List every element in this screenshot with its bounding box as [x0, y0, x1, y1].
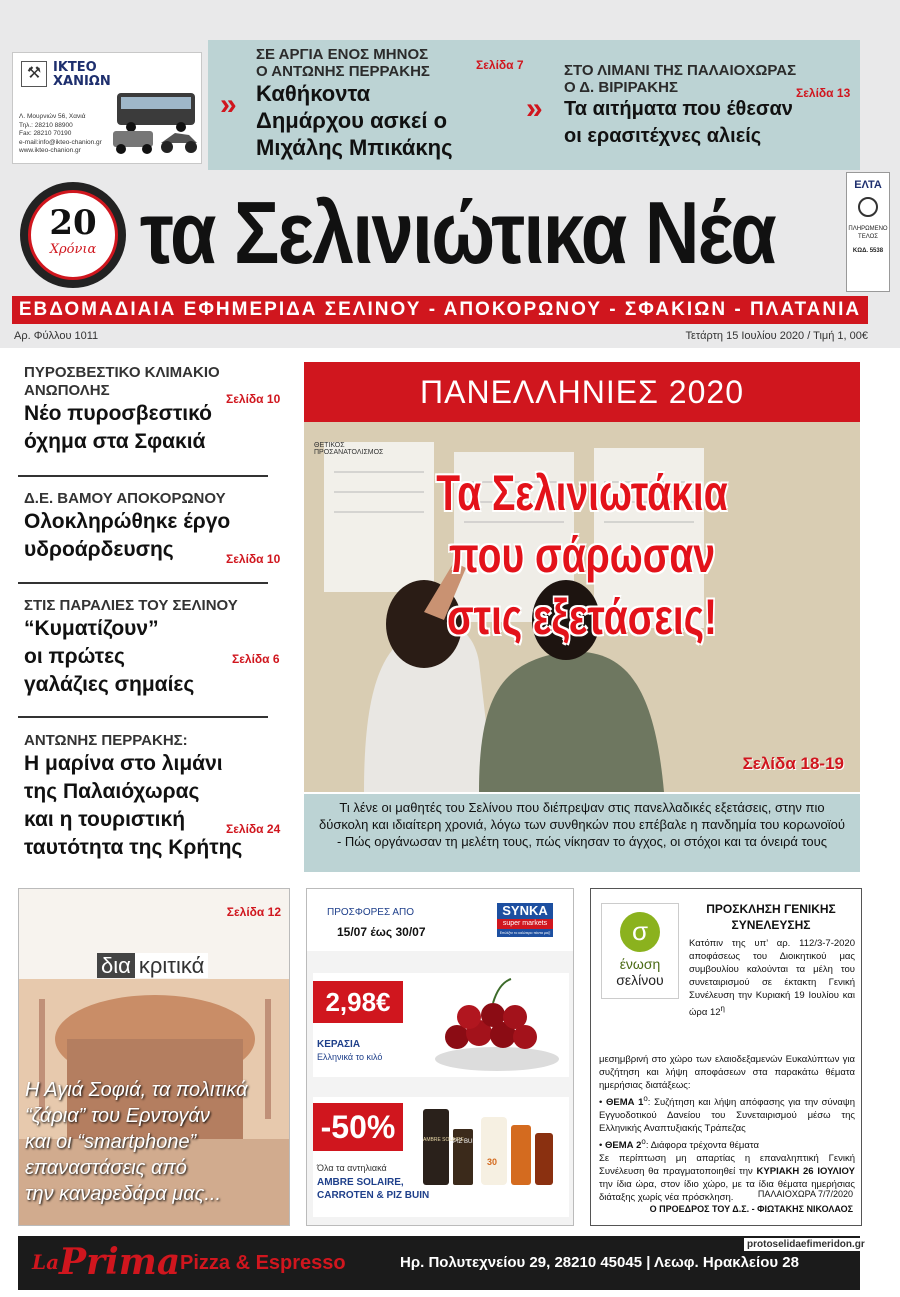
notice-item-1-sup: ο	[643, 1094, 648, 1103]
notice-item-1-label: ΘΕΜΑ 1	[605, 1097, 644, 1109]
left-story-4[interactable]	[24, 732, 274, 862]
diakritika-logo-a: δια	[97, 953, 135, 978]
anniversary-label: Χρόνια	[49, 242, 97, 257]
synka-brand-sub: super markets	[497, 919, 553, 929]
la-prima-address: Ηρ. Πολυτεχνείου 29, 28210 45045 | Λεωφ. Ηρακλείου 28	[400, 1254, 799, 1271]
left-divider-3	[18, 716, 268, 718]
left-story-4-head-line4: ταυτότητα της Κρήτης	[24, 836, 243, 859]
notice-item-1-text: : Συζήτηση και λήψη απόφασης για την σύναψη Εγγυοδοτικού Δανείου του Συνεταιρισμού μέσω της Ελληνικής Αναπτυξιακής Τράπεζας	[599, 1097, 855, 1135]
teaser-2-page: Σελίδα 13	[796, 86, 851, 100]
hero-band: ΠΑΝΕΛΛΗΝΙΕΣ 2020	[304, 362, 860, 422]
diakritika-text	[25, 1077, 287, 1207]
left-story-3-head-line1: “Κυματίζουν”	[24, 617, 159, 640]
subtitle-bar: ΕΒΔΟΜΑΔΙΑΙΑ ΕΦΗΜΕΡΙΔΑ ΣΕΛΙΝΟΥ - ΑΠΟΚΟΡΩΝΟΥ - ΣΦΑΚΙΩΝ - ΠΛΑΤΑΝΙΑ	[12, 296, 868, 324]
teaser-1-chevron-icon: »	[220, 88, 237, 121]
ikteo-email[interactable]: e-mail:info@ikteo-chanion.gr	[19, 138, 102, 146]
top-teasers	[208, 40, 860, 170]
left-divider-1	[18, 475, 268, 477]
notice-place-date: ΠΑΛΑΙΟΧΩΡΑ 7/7/2020	[757, 1189, 853, 1199]
teaser-2-kicker-line2: Ο Δ. ΒΙΡΙΡΑΚΗΣ	[564, 79, 678, 96]
left-story-1[interactable]	[24, 364, 274, 456]
hero-title-line2: που σάρωσαν	[448, 527, 716, 583]
notice-title-line1: ΠΡΟΣΚΛΗΣΗ ΓΕΝΙΚΗΣ	[706, 902, 836, 916]
watermark: protoselidaefimeridon.gr	[744, 1238, 868, 1251]
teaser-1[interactable]	[256, 46, 453, 161]
synka-logo	[497, 903, 553, 937]
left-story-4-head-line2: της Παλαιόχωρας	[24, 780, 200, 803]
hero-sign-line1: ΘΕΤΙΚΟΣ	[314, 442, 345, 449]
cherries-illustration	[427, 977, 567, 1073]
synka-offers-dates: 15/07 έως 30/07	[337, 925, 426, 939]
elta-logo-icon	[858, 197, 878, 217]
synka-product-desc: Ελληνικά το κιλό	[317, 1052, 383, 1062]
notice-signature: Ο ΠΡΟΕΔΡΟΣ ΤΟΥ Δ.Σ. - ΦΙΩΤΑΚΗΣ ΝΙΚΟΛΑΟΣ	[649, 1204, 853, 1214]
diakritika-box[interactable]	[18, 888, 290, 1226]
hero-title-line1: Τα Σελινιωτάκια	[436, 465, 728, 521]
notice-body-sup: η	[720, 1004, 725, 1013]
left-story-4-head-line3: και η τουριστική	[24, 808, 186, 831]
teaser-1-kicker-line1: ΣΕ ΑΡΓΙΑ ΕΝΟΣ ΜΗΝΟΣ	[256, 46, 429, 63]
hero-title-line3: στις εξετάσεις!	[446, 589, 718, 645]
left-story-3-head-line2: οι πρώτες	[24, 645, 125, 668]
bottle-label-2: PIZ BUIN	[453, 1139, 479, 1145]
hero-sign-line2: ΠΡΟΣΑΝΑΤΟΛΙΣΜΟΣ	[314, 449, 384, 456]
synka-ad[interactable]	[306, 888, 574, 1226]
ikteo-logo-icon: ⚒	[21, 61, 47, 87]
suncare-bottles-illustration	[417, 1099, 567, 1199]
notice-body-3-bold: ΚΥΡΙΑΚΗ 26 ΙΟΥΛΙΟΥ	[756, 1166, 855, 1178]
enosi-logo-line1: ένωση	[619, 956, 661, 972]
la-prima-service: Pizza & Espresso	[180, 1252, 346, 1274]
ikteo-tel: Τηλ.: 28210 88900	[19, 121, 73, 129]
teaser-2-headline-line1: Τα αιτήματα που έθεσαν	[564, 98, 793, 120]
teaser-2-chevron-icon: »	[526, 92, 543, 125]
notice-title	[687, 901, 855, 933]
teaser-2[interactable]	[564, 62, 796, 150]
teaser-1-page: Σελίδα 7	[476, 58, 524, 72]
left-story-2-head-line2: υδροάρδευσης	[24, 538, 174, 561]
ikteo-contact	[19, 113, 119, 156]
hero-caption: Τι λένε οι μαθητές του Σελίνου που διέπρεψαν στις πανελλαδικές εξετάσεις, στην πιο δύσκολη και ιδιαίτερη χρονιά, λόγω των συνθηκών που επέβαλε η πανδημία του κορωνοϊού - Πώς οργάνωσαν τη μελέτη τους, πώς νίκησαν το άγχος, οι στόχοι και τα όνειρά τους	[304, 794, 860, 872]
general-assembly-notice[interactable]	[590, 888, 862, 1226]
diakritika-line3: και οι “smartphone”	[25, 1131, 197, 1153]
left-story-4-page: Σελίδα 24	[226, 822, 281, 836]
postage-stamp	[846, 172, 890, 292]
date-price: Τετάρτη 15 Ιουλίου 2020 / Τιμή 1, 00€	[685, 330, 868, 342]
elta-paid-label: ΠΛΗΡΩΜΕΝΟ ΤΕΛΟΣ	[848, 226, 888, 240]
enosi-logo-line2: σελίνου	[616, 972, 664, 988]
hero-story[interactable]	[304, 362, 860, 792]
synka-brand: SYNKA	[502, 903, 548, 918]
hero-page: Σελίδα 18-19	[742, 754, 844, 773]
teaser-1-kicker-line2: Ο ΑΝΤΩΝΗΣ ΠΕΡΡΑΚΗΣ	[256, 63, 430, 80]
anniversary-number: 20	[49, 203, 97, 243]
diakritika-page: Σελίδα 12	[226, 905, 281, 919]
left-story-4-kicker: ΑΝΤΩΝΗΣ ΠΕΡΡΑΚΗΣ:	[24, 732, 188, 749]
left-story-3-page: Σελίδα 6	[232, 652, 280, 666]
ikteo-web[interactable]: www.ikteo-chanion.gr	[19, 147, 81, 154]
elta-code: ΚΩΔ. 5538	[852, 248, 884, 254]
notice-intro	[689, 937, 855, 1019]
left-story-4-head-line1: Η μαρίνα στο λιμάνι	[24, 752, 223, 775]
la-prima-logo-b: Prima	[59, 1241, 181, 1283]
ikteo-name-line1: ΙΚΤΕΟ	[53, 60, 97, 75]
left-story-3-head-line3: γαλάζιες σημαίες	[24, 673, 195, 696]
ikteo-ad[interactable]	[12, 52, 202, 164]
notice-item-2-text: : Διάφορα τρέχοντα θέματα	[645, 1140, 759, 1152]
left-story-1-head-line2: όχημα στα Σφακιά	[24, 430, 206, 453]
teaser-1-headline-line2: Δημάρχου ασκεί ο	[256, 108, 448, 133]
synka-discount-brands-line1: AMBRE SOLAIRE,	[317, 1177, 404, 1188]
teaser-2-kicker-line1: ΣΤΟ ΛΙΜΑΝΙ ΤΗΣ ΠΑΛΑΙΟΧΩΡΑΣ	[564, 62, 797, 79]
la-prima-ad[interactable]	[18, 1236, 860, 1290]
left-story-1-kicker-line1: ΠΥΡΟΣΒΕΣΤΙΚΟ ΚΛΙΜΑΚΙΟ	[24, 364, 220, 381]
diakritika-line5: την κανapεδάρα μας...	[25, 1183, 222, 1205]
elta-brand: ΕΛΤΑ	[854, 179, 882, 191]
synka-price: 2,98€	[313, 981, 403, 1023]
notice-body-1: Κατόπιν της υπ’ αρ. 112/3-7-2020 αποφάσεως του Διοικητικού μας συμβουλίου καλούνται τα μέλη του συνεταιρισμού σε έκτακτη Γενική Συνέλευση την Κυριακή 19 Ιουλίου και ώρα 12	[689, 938, 855, 1019]
notice-item-2-label: ΘΕΜΑ 2	[604, 1140, 642, 1152]
teaser-1-headline-line3: Μιχάλης Μπικάκης	[256, 135, 453, 160]
diakritika-line4: επαναστάσεις από	[25, 1157, 187, 1179]
diakritika-logo	[97, 951, 208, 981]
anniversary-badge	[20, 182, 126, 288]
la-prima-logo	[32, 1238, 180, 1286]
hero-sign	[314, 442, 383, 456]
notice-body	[599, 1053, 855, 1204]
ikteo-fax: Fax: 28210 70190	[19, 130, 72, 137]
vehicles-illustration	[109, 83, 201, 157]
synka-discount-brands-line2: CARROTEN & PIZ BUIN	[317, 1190, 430, 1201]
left-story-3[interactable]	[24, 597, 274, 699]
bottle-label-3: 30	[487, 1157, 498, 1167]
notice-body-2: μεσημβρινή στο χώρο των ελαιοδεξαμενών Ευκαλύπτων για συζήτηση και λήψη αποφάσεων στα παρακάτω θέματα ημερήσιας διατάξεως:	[599, 1054, 855, 1091]
left-story-1-page: Σελίδα 10	[226, 392, 281, 406]
anniversary-badge-inner	[28, 190, 118, 280]
left-story-3-kicker: ΣΤΙΣ ΠΑΡΑΛΙΕΣ ΤΟΥ ΣΕΛΙΝΟΥ	[24, 597, 238, 614]
notice-title-line2: ΣΥΝΕΛΕΥΣΗΣ	[731, 918, 811, 932]
ikteo-address: Λ. Μουρνιών 56, Χανιά	[19, 113, 86, 120]
bottle-label-1: AMBRE SOLAIRE	[423, 1137, 464, 1143]
diakritika-line2: “ζάρια” του Ερντογάν	[25, 1105, 210, 1127]
masthead-title[interactable]: τα Σελινιώτικα Νέα	[140, 183, 776, 282]
left-story-2-head-line1: Ολοκληρώθηκε έργο	[24, 510, 231, 533]
diakritika-line1: Η Αγιά Σοφιά, τα πολιτικά	[25, 1079, 248, 1101]
left-story-1-head-line1: Νέο πυροσβεστικό	[24, 402, 212, 425]
notice-body-3a: Σε περίπτωση μη απαρτίας η επαναληπτική Γενική Συνέλευση θα πραγματοποιηθεί την	[599, 1153, 855, 1178]
synka-discount: -50%	[313, 1103, 403, 1151]
synka-product: ΚΕΡΑΣΙΑ	[317, 1039, 361, 1050]
left-story-2-page: Σελίδα 10	[226, 552, 281, 566]
synka-brand-tag: Επιλέξτε το καλύτερο πάντα μαζί	[499, 931, 551, 935]
issue-number: Αρ. Φύλλου 1011	[14, 330, 99, 342]
synka-offers-label: ΠΡΟΣΦΟΡΕΣ ΑΠΟ	[327, 907, 415, 918]
synka-discount-desc: Όλα τα αντηλιακά	[317, 1163, 387, 1173]
left-divider-2	[18, 582, 268, 584]
notice-item-1: • ΘΕΜΑ $1^o$: Συζήτηση και λήψη απόφασης για την σύναψη Εγγυοδοτικού Δανείου του Συνεταιρισμού μέσω της Ελληνικής Αναπτυξιακής Τράπεζας	[599, 1094, 855, 1135]
notice-body-3b: την ίδια ώρα, στον ίδιο χώρο, με τα ίδια θέματα ημερήσιας διάταξης χωρίς νέα πρόσκληση.	[599, 1179, 855, 1204]
notice-item-2-sup: ο	[641, 1137, 646, 1147]
diakritika-logo-b: κριτικά	[135, 953, 208, 978]
teaser-2-headline-line2: οι ερασιτέχνες αλιείς	[564, 125, 762, 147]
left-story-2-kicker: Δ.Ε. ΒΑΜΟΥ ΑΠΟΚΟΡΩΝΟΥ	[24, 490, 226, 507]
ikteo-name	[53, 61, 111, 89]
enosi-selinou-logo	[601, 903, 679, 999]
hero-title	[365, 462, 799, 648]
teaser-1-headline-line1: Καθήκοντα	[256, 81, 371, 106]
left-story-1-kicker-line2: ΑΝΩΠΟΛΗΣ	[24, 382, 110, 399]
notice-item-2: • ΘΕΜΑ $2^o$: Διάφορα τρέχοντα θέματα	[599, 1137, 759, 1152]
ikteo-name-line2: ΧΑΝΙΩΝ	[53, 74, 111, 89]
la-prima-logo-a: La	[32, 1250, 60, 1274]
enosi-logo-icon: σ	[620, 912, 660, 952]
